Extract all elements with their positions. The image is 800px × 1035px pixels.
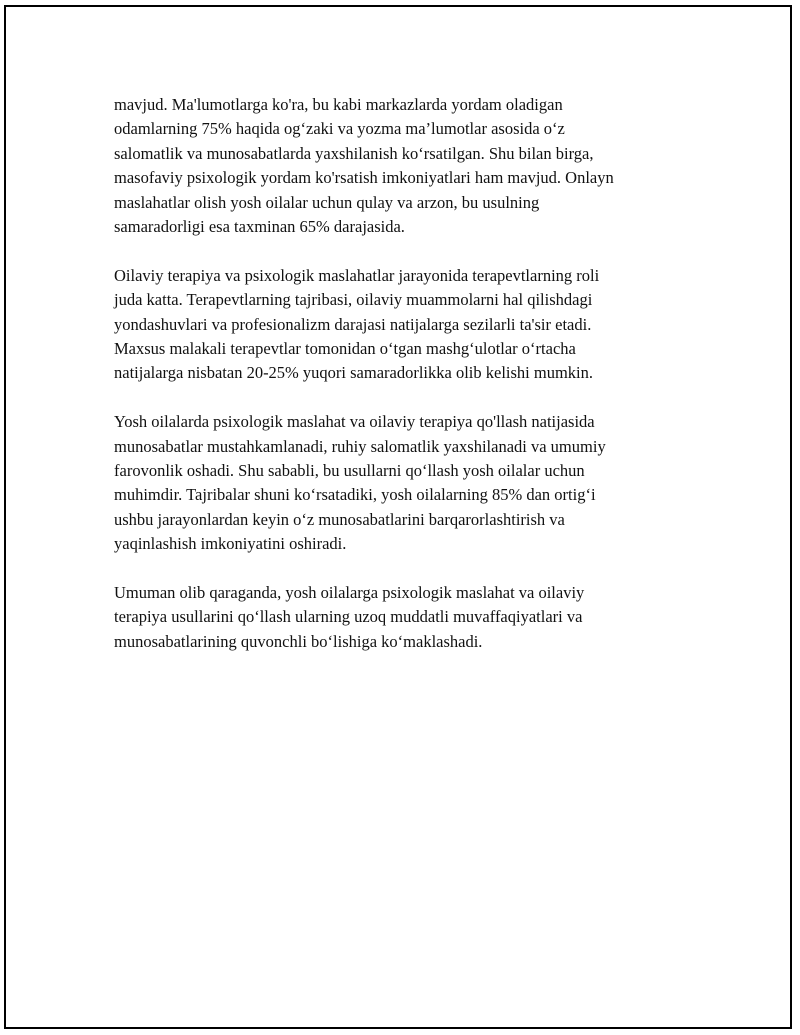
paragraph-line: munosabatlar mustahkamlanadi, ruhiy salomatlik yaxshilanadi va umumiy	[114, 436, 606, 456]
paragraph-line: natijalarga nisbatan 20-25% yuqori samaradorlikka olib kelishi mumkin.	[114, 363, 594, 383]
paragraph-line: muhimdir. Tajribalar shuni ko‘rsatadiki, yosh oilalarning 85% dan ortig‘i	[114, 485, 596, 505]
paragraph-line: mavjud. Ma'lumotlarga ko'ra, bu kabi markazlarda yordam oladigan	[114, 95, 563, 114]
paragraph-line: masofaviy psixologik yordam ko'rsatish imkoniyatlari ham mavjud. Onlayn	[114, 168, 614, 188]
paragraph-line: samaradorligi esa taxminan 65% darajasida.	[114, 217, 405, 237]
paragraph-line: salomatlik va munosabatlarda yaxshilanish ko‘rsatilgan. Shu bilan birga,	[114, 143, 594, 163]
paragraph-line: yaqinlashish imkoniyatini oshiradi.	[114, 534, 347, 554]
paragraph-line: maslahatlar olish yosh oilalar uchun qulay va arzon, bu usulning	[114, 192, 540, 212]
paragraph-line: Oilaviy terapiya va psixologik maslahatlar jarayonida terapevtlarning roli	[114, 265, 600, 285]
paragraph	[114, 581, 694, 654]
paragraph-line: odamlarning 75% haqida og‘zaki va yozma ma’lumotlar asosida o‘z	[114, 119, 565, 139]
paragraph-line: yondashuvlari va profesionalizm darajasi natijalarga sezilarli ta'sir etadi.	[114, 314, 592, 334]
paragraph-line: juda katta. Terapevtlarning tajribasi, oilaviy muammolarni hal qilishdagi	[114, 290, 593, 310]
paragraph	[114, 410, 694, 556]
paragraph-line: Maxsus malakali terapevtlar tomonidan o‘tgan mashg‘ulotlar o‘rtacha	[114, 339, 576, 359]
document-body	[114, 93, 694, 679]
paragraph-line: terapiya usullarini qo‘llash ularning uzoq muddatli muvaffaqiyatlari va	[114, 607, 583, 627]
paragraph-line: farovonlik oshadi. Shu sababli, bu usullarni qo‘llash yosh oilalar uchun	[114, 461, 585, 481]
paragraph-line: Yosh oilalarda psixologik maslahat va oilaviy terapiya qo'llash natijasida	[114, 412, 595, 432]
paragraph-line: ushbu jarayonlardan keyin o‘z munosabatlarini barqarorlashtirish va	[114, 509, 565, 529]
paragraph-line: munosabatlarining quvonchli bo‘lishiga ko‘maklashadi.	[114, 631, 483, 651]
paragraph-line: Umuman olib qaraganda, yosh oilalarga psixologik maslahat va oilaviy	[114, 583, 585, 603]
paragraph	[114, 264, 694, 386]
paragraph	[114, 93, 694, 239]
